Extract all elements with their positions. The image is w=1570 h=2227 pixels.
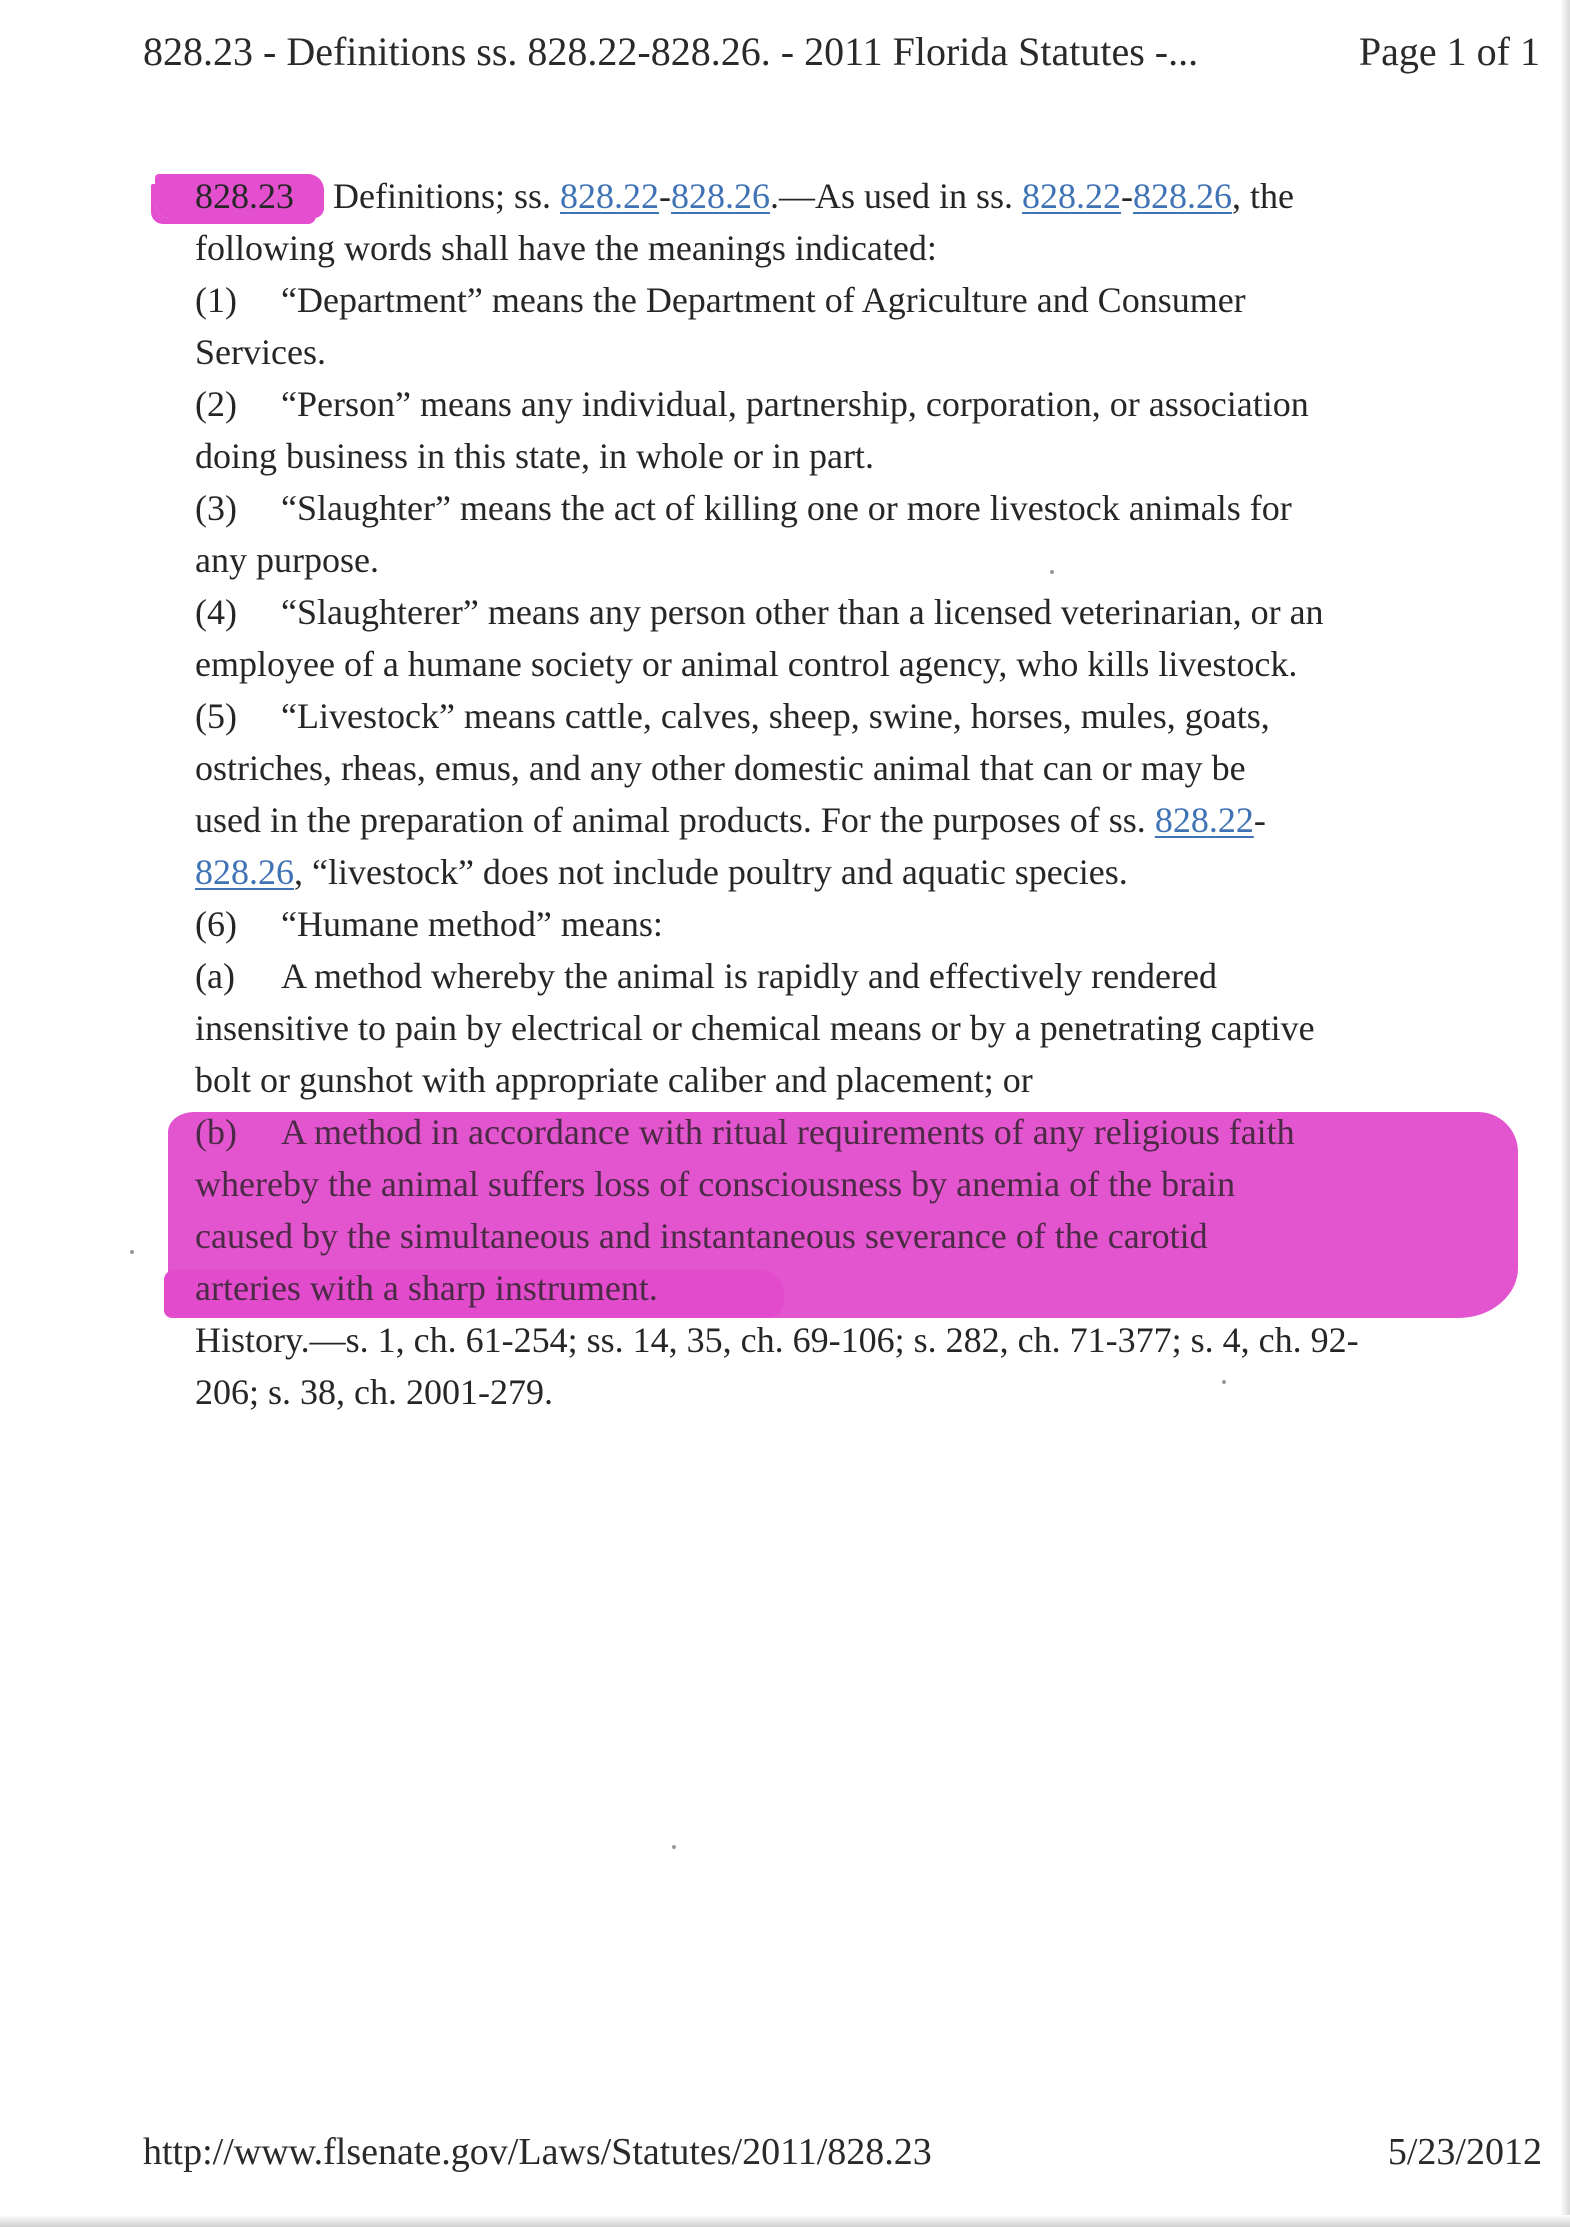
definition-5-cont: ostriches, rheas, emus, and any other domestic animal that can or may be: [195, 748, 1246, 788]
subdefinition-letter: (a): [195, 956, 235, 996]
subdefinition-b-cont-2: caused by the simultaneous and instantaneous severance of the carotid: [195, 1216, 1208, 1256]
definition-3: [195, 482, 1555, 534]
link-828-22[interactable]: 828.22: [560, 176, 660, 216]
scan-edge-right: [1560, 0, 1570, 2227]
definition-text: used in the preparation of animal products. For the purposes of ss.: [195, 800, 1146, 840]
definition-text: “Humane method” means:: [281, 904, 663, 944]
subdefinition-b: [195, 1106, 1555, 1158]
definition-2-cont: doing business in this state, in whole or in part.: [195, 436, 874, 476]
definition-text: “Department” means the Department of Agriculture and Consumer: [281, 280, 1246, 320]
subdefinition-letter: (b): [195, 1112, 237, 1152]
definition-2: [195, 378, 1555, 430]
definition-number: (3): [195, 488, 237, 528]
definition-5-cont-3: [195, 846, 1555, 898]
definition-text: “Slaughterer” means any person other than a licensed veterinarian, or an: [281, 592, 1324, 632]
definition-text: “Livestock” means cattle, calves, sheep, swine, horses, mules, goats,: [281, 696, 1270, 736]
definition-5: [195, 690, 1555, 742]
definition-number: (1): [195, 280, 237, 320]
definition-number: (2): [195, 384, 237, 424]
page-number: Page 1 of 1: [1358, 29, 1540, 74]
subdefinition-a-cont-2: bolt or gunshot with appropriate caliber and placement; or: [195, 1060, 1033, 1100]
source-url: http://www.flsenate.gov/Laws/Statutes/2011/828.23: [143, 2131, 932, 2173]
subdefinition-b-cont-3: arteries with a sharp instrument.: [195, 1268, 658, 1308]
subdefinition-a-cont: insensitive to pain by electrical or chemical means or by a penetrating captive: [195, 1008, 1315, 1048]
section-heading-mid: .—As used in ss.: [770, 176, 1014, 216]
definition-4-cont: employee of a humane society or animal control agency, who kills livestock.: [195, 644, 1298, 684]
link-828-22-second[interactable]: 828.22: [1022, 176, 1122, 216]
definition-3-cont: any purpose.: [195, 540, 379, 580]
definition-text: , “livestock” does not include poultry and aquatic species.: [294, 852, 1128, 892]
link-828-26-second[interactable]: 828.26: [1133, 176, 1233, 216]
subdefinition-text: A method in accordance with ritual requirements of any religious faith: [281, 1112, 1295, 1152]
history-line-2: 206; s. 38, ch. 2001-279.: [195, 1372, 553, 1412]
page-header-title: 828.23 - Definitions ss. 828.22-828.26. - 2011 Florida Statutes -...: [143, 29, 1199, 74]
link-828-22-third[interactable]: 828.22: [1154, 800, 1254, 840]
scan-speck: [672, 1845, 676, 1849]
link-828-26-third[interactable]: 828.26: [195, 852, 294, 892]
history-line: History.—s. 1, ch. 61-254; ss. 14, 35, ch. 69-106; s. 282, ch. 71-377; s. 4, ch. 92-: [195, 1320, 1359, 1360]
scan-speck: [1222, 1380, 1226, 1384]
subdefinition-text: A method whereby the animal is rapidly and effectively rendered: [281, 956, 1217, 996]
definition-number: (5): [195, 696, 237, 736]
definition-1-cont: Services.: [195, 332, 326, 372]
statute-body: [195, 170, 1555, 1418]
section-intro: following words shall have the meanings indicated:: [195, 228, 937, 268]
definition-text: “Slaughter” means the act of killing one or more livestock animals for: [281, 488, 1292, 528]
definition-text: “Person” means any individual, partnership, corporation, or association: [281, 384, 1309, 424]
definition-5-cont-2: [195, 794, 1555, 846]
section-heading-end: , the: [1232, 176, 1295, 216]
definition-1: [195, 274, 1555, 326]
definition-4: [195, 586, 1555, 638]
section-heading-line: 828.23 Definitions; ss. 828.22-828.26.—As used in ss. 828.22-828.26, the: [195, 170, 1555, 222]
definition-number: (4): [195, 592, 237, 632]
section-heading: Definitions; ss.: [333, 176, 552, 216]
print-date: 5/23/2012: [1387, 2131, 1542, 2173]
link-828-26[interactable]: 828.26: [671, 176, 771, 216]
definition-6: [195, 898, 1555, 950]
scan-speck: [1050, 570, 1054, 574]
dash: -: [1253, 800, 1266, 840]
definition-number: (6): [195, 904, 237, 944]
subdefinition-b-cont: whereby the animal suffers loss of consciousness by anemia of the brain: [195, 1164, 1236, 1204]
scan-speck: [130, 1250, 134, 1254]
subdefinition-a: [195, 950, 1555, 1002]
scan-edge-bottom: [0, 2215, 1570, 2227]
section-number: 828.23: [155, 174, 324, 218]
